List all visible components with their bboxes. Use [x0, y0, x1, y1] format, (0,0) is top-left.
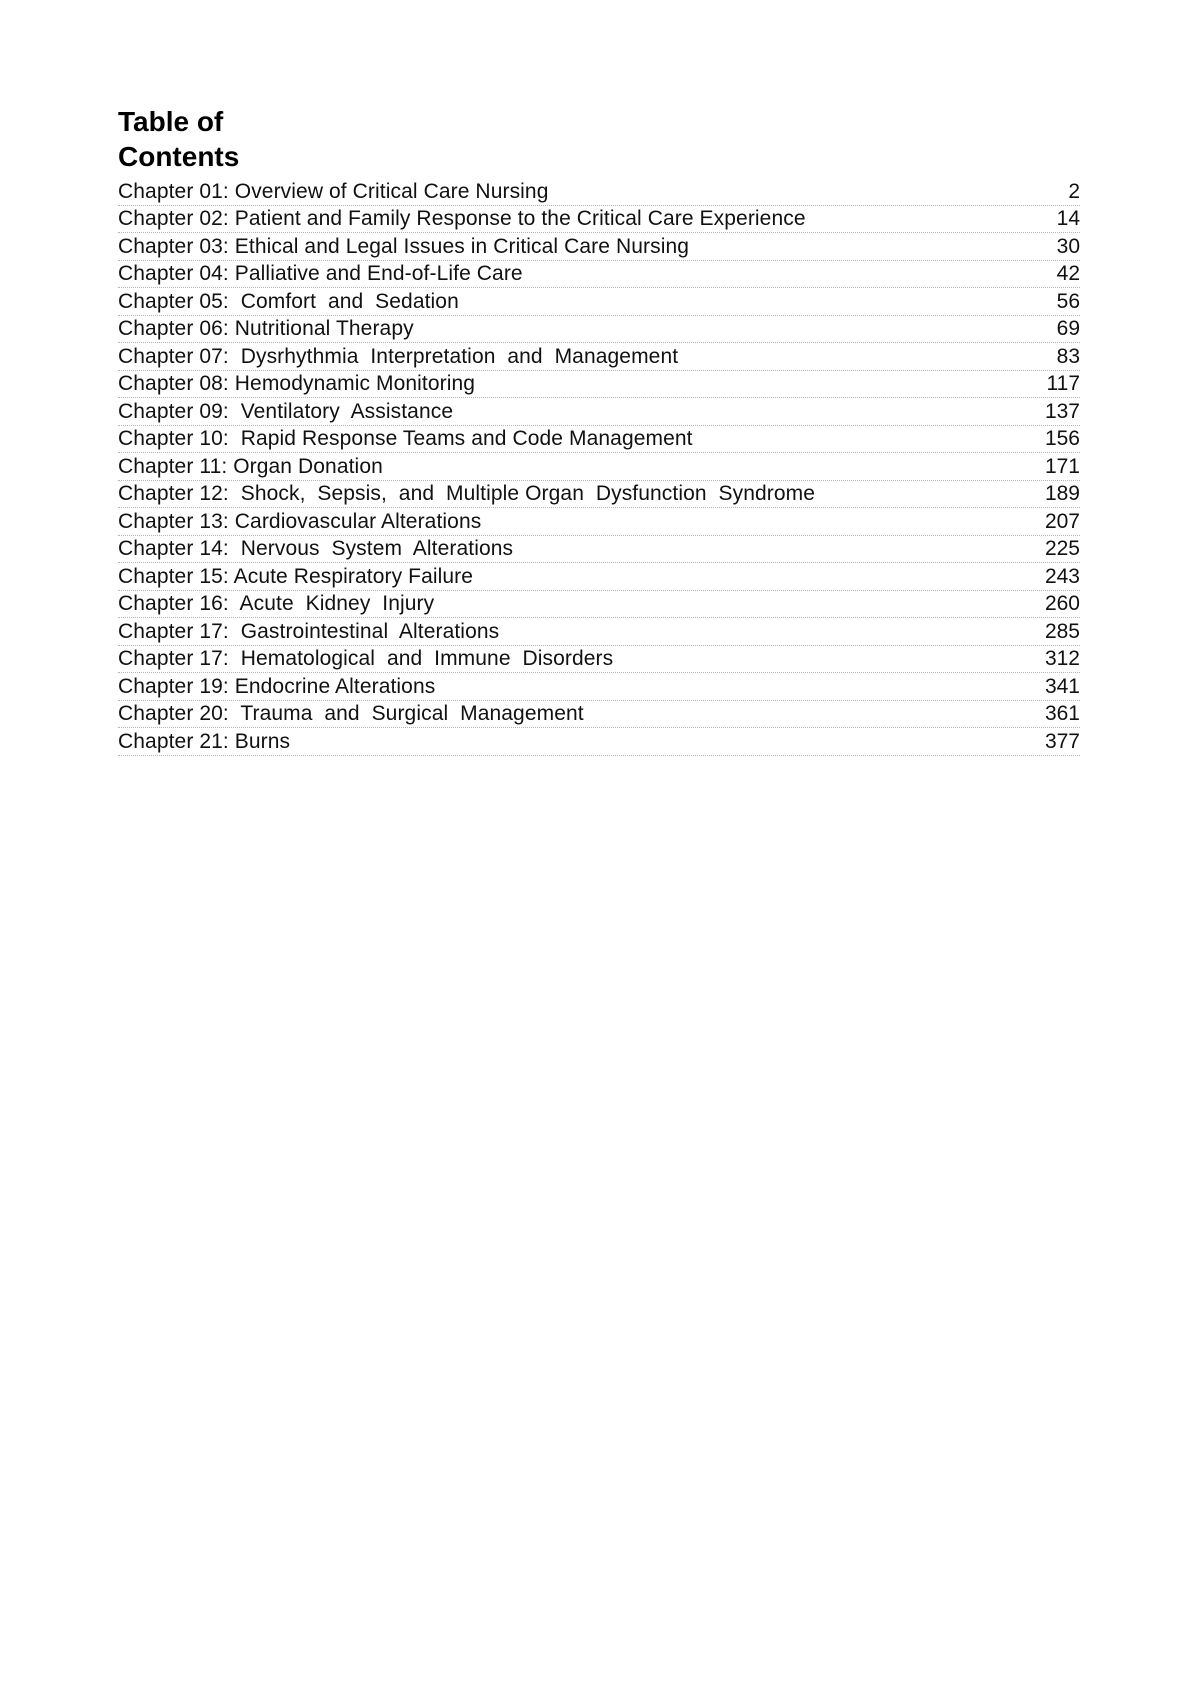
toc-entry[interactable]	[118, 673, 1080, 701]
toc-entry-page-number: 243	[1044, 564, 1080, 588]
toc-entry-page-number: 156	[1044, 427, 1080, 450]
toc-entry-label: Chapter 21: Burns	[118, 729, 291, 753]
toc-entry[interactable]	[118, 508, 1080, 536]
toc-entry[interactable]	[118, 618, 1080, 646]
toc-entry-page-number: 14	[1056, 207, 1080, 230]
toc-entry[interactable]	[118, 701, 1080, 729]
toc-entry-page-number: 2	[1068, 179, 1080, 203]
toc-entry[interactable]	[118, 288, 1080, 316]
toc-entry-label: Chapter 03: Ethical and Legal Issues in Critical Care Nursing	[118, 234, 690, 258]
toc-entry[interactable]	[118, 646, 1080, 674]
toc-entry[interactable]	[118, 371, 1080, 399]
toc-entry[interactable]	[118, 536, 1080, 564]
toc-entry-page-number: 69	[1056, 317, 1080, 340]
toc-entry-label: Chapter 14: Nervous System Alterations	[118, 537, 514, 560]
toc-entry-page-number: 225	[1044, 537, 1080, 560]
toc-entry-label: Chapter 05: Comfort and Sedation	[118, 289, 459, 313]
toc-entry[interactable]	[118, 233, 1080, 261]
toc-entry[interactable]	[118, 426, 1080, 454]
toc-entry-page-number: 341	[1044, 674, 1080, 698]
toc-entry-page-number: 42	[1056, 262, 1080, 285]
toc-entry[interactable]	[118, 453, 1080, 481]
toc-entry[interactable]	[118, 481, 1080, 509]
toc-entry-label: Chapter 06: Nutritional Therapy	[118, 317, 414, 340]
toc-entry-page-number: 117	[1046, 372, 1080, 395]
toc-entry[interactable]	[118, 178, 1080, 206]
toc-entry[interactable]	[118, 591, 1080, 619]
toc-entry-page-number: 361	[1044, 702, 1080, 725]
toc-entry-label: Chapter 01: Overview of Critical Care Nursing	[118, 179, 549, 203]
toc-entry[interactable]	[118, 728, 1080, 756]
toc-entry[interactable]	[118, 206, 1080, 234]
toc-title: Table of Contents	[118, 106, 240, 172]
toc-entry-label: Chapter 16: Acute Kidney Injury	[118, 592, 435, 615]
toc-entry-page-number: 312	[1044, 647, 1080, 670]
toc-entry-page-number: 189	[1044, 482, 1080, 505]
toc-entry-page-number: 171	[1044, 454, 1080, 478]
toc-entry-page-number: 285	[1044, 619, 1080, 643]
toc-entry-label: Chapter 17: Gastrointestinal Alterations	[118, 619, 500, 643]
toc-entry-label: Chapter 04: Palliative and End-of-Life Care	[118, 262, 523, 285]
toc-entry[interactable]	[118, 398, 1080, 426]
toc-list	[118, 178, 1080, 756]
toc-entry[interactable]	[118, 343, 1080, 371]
toc-entry-page-number: 30	[1056, 234, 1080, 258]
toc-entry-label: Chapter 13: Cardiovascular Alterations	[118, 509, 482, 533]
toc-entry-label: Chapter 09: Ventilatory Assistance	[118, 399, 454, 423]
document-page	[118, 104, 1080, 756]
toc-entry-label: Chapter 08: Hemodynamic Monitoring	[118, 372, 476, 395]
toc-entry-label: Chapter 15: Acute Respiratory Failure	[118, 564, 474, 588]
toc-entry-page-number: 260	[1044, 592, 1080, 615]
toc-entry-page-number: 137	[1044, 399, 1080, 423]
toc-entry-page-number: 377	[1044, 729, 1080, 753]
toc-entry-label: Chapter 12: Shock, Sepsis, and Multiple Organ Dysfunction Syndrome	[118, 482, 816, 505]
toc-entry-label: Chapter 20: Trauma and Surgical Management	[118, 702, 584, 725]
toc-entry-label: Chapter 07: Dysrhythmia Interpretation and Management	[118, 344, 679, 368]
toc-entry[interactable]	[118, 261, 1080, 289]
toc-entry-label: Chapter 11: Organ Donation	[118, 454, 383, 478]
toc-entry-page-number: 83	[1056, 344, 1080, 368]
toc-entry-label: Chapter 17: Hematological and Immune Disorders	[118, 647, 614, 670]
toc-entry-page-number: 207	[1044, 509, 1080, 533]
toc-entry[interactable]	[118, 563, 1080, 591]
toc-entry[interactable]	[118, 316, 1080, 344]
toc-entry-label: Chapter 10: Rapid Response Teams and Code Management	[118, 427, 693, 450]
toc-entry-label: Chapter 02: Patient and Family Response to the Critical Care Experience	[118, 207, 806, 230]
toc-entry-page-number: 56	[1056, 289, 1080, 313]
toc-entry-label: Chapter 19: Endocrine Alterations	[118, 674, 436, 698]
